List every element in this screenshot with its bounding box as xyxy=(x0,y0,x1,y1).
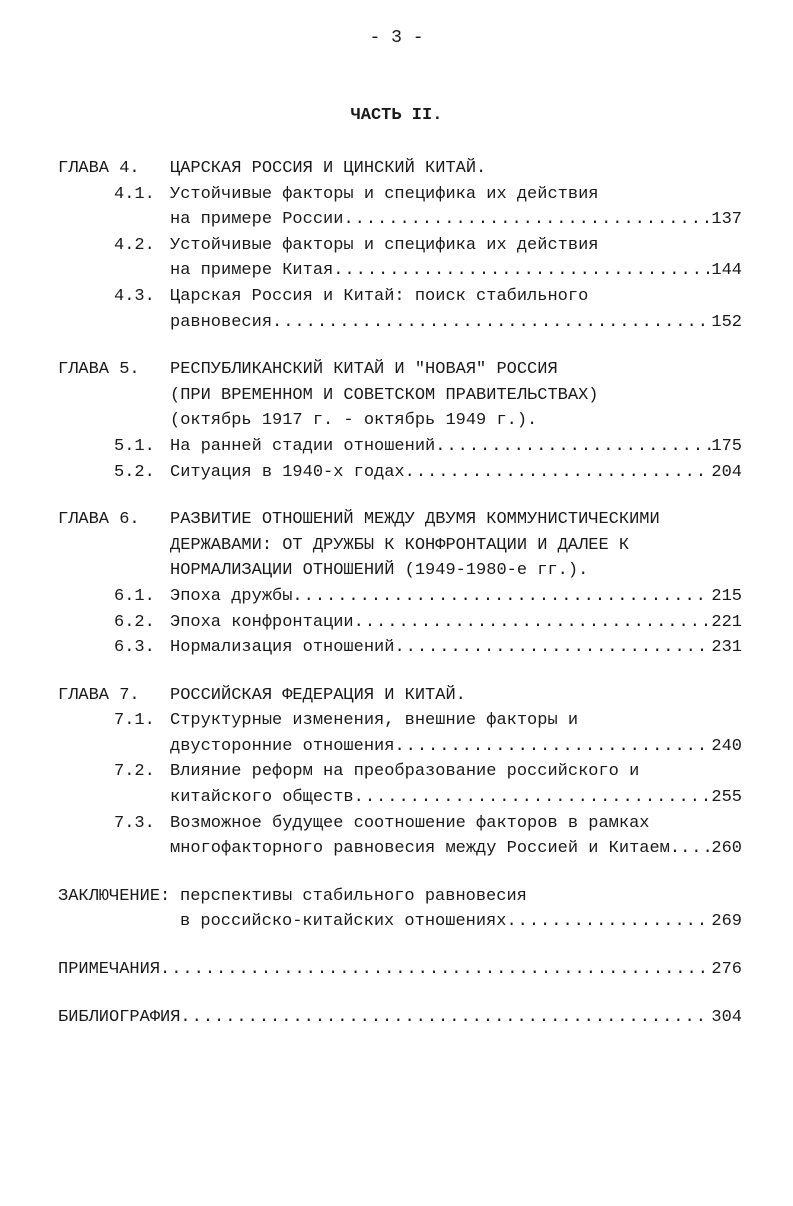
toc-entry-4-1[interactable] xyxy=(58,182,742,208)
conclusion-title: перспективы стабильного равновесия xyxy=(180,886,527,906)
section-number: 4.2. xyxy=(114,235,155,255)
section-title: Устойчивые факторы и специфика их действия xyxy=(170,235,599,255)
part-title: ЧАСТЬ II. xyxy=(350,106,443,125)
chapter-title: ЦАРСКАЯ РОССИЯ И ЦИНСКИЙ КИТАЙ. xyxy=(170,159,487,178)
chapter-title: РОССИЙСКАЯ ФЕДЕРАЦИЯ И КИТАЙ. xyxy=(170,685,466,705)
section-number: 5.1. xyxy=(114,436,155,456)
page-ref: 276 xyxy=(711,960,742,980)
page-number: - 3 - xyxy=(369,28,424,48)
section-title: Влияние реформ на преобразование российского и xyxy=(170,762,640,782)
dot-leader xyxy=(680,836,711,862)
chapter-label: ГЛАВА 6. xyxy=(58,510,140,530)
dot-leader xyxy=(354,785,712,811)
conclusion-label: ЗАКЛЮЧЕНИЕ: xyxy=(58,886,171,906)
section-title: Структурные изменения, внешние факторы и xyxy=(170,711,579,731)
chapter-6 xyxy=(58,507,742,661)
dot-leader xyxy=(405,460,712,486)
chapter-5 xyxy=(58,357,742,485)
section-title: Царская Россия и Китай: поиск стабильного xyxy=(170,286,589,306)
section-title-cont: двусторонние отношения xyxy=(170,736,395,756)
section-number: 7.1. xyxy=(114,711,155,731)
section-title-cont: равновесия xyxy=(170,312,273,332)
chapter-title: РАЗВИТИЕ ОТНОШЕНИЙ МЕЖДУ ДВУМЯ КОММУНИСТИЧЕСКИМИ xyxy=(170,510,660,530)
dot-leader xyxy=(160,957,711,983)
toc-entry-7-3[interactable] xyxy=(58,811,742,837)
dot-leader xyxy=(333,258,711,284)
notes-entry[interactable] xyxy=(58,957,742,983)
page-ref: 215 xyxy=(711,586,742,606)
section-title-cont: на примере Китая xyxy=(170,261,334,281)
dot-leader xyxy=(180,1005,711,1031)
section-title-cont: на примере России xyxy=(170,210,344,230)
page-ref: 255 xyxy=(711,788,742,808)
notes-label: ПРИМЕЧАНИЯ xyxy=(58,960,161,980)
bibliography-label: БИБЛИОГРАФИЯ xyxy=(58,1007,181,1027)
toc-entry-7-1[interactable] xyxy=(58,708,742,734)
dot-leader xyxy=(506,909,711,935)
dot-leader xyxy=(394,635,711,661)
chapter-title-cont: (октябрь 1917 г. - октябрь 1949 г.). xyxy=(170,411,538,431)
section-title: Ситуация в 1940-х годах xyxy=(170,462,405,482)
page-ref: 152 xyxy=(711,312,742,332)
section-number: 7.3. xyxy=(114,813,155,833)
section-title: Возможное будущее соотношение факторов в рамках xyxy=(170,813,650,833)
conclusion-title-cont: в российско-китайских отношениях xyxy=(180,912,507,932)
bibliography-entry[interactable] xyxy=(58,1005,742,1031)
section-title-cont: многофакторного равновесия между Россией и Китаем. xyxy=(170,839,681,859)
toc-entry-7-2[interactable] xyxy=(58,759,742,785)
chapter-7 xyxy=(58,683,742,862)
page-ref: 137 xyxy=(711,210,742,230)
toc-entry-6-3[interactable] xyxy=(58,635,742,661)
page-ref: 204 xyxy=(711,462,742,482)
page-ref: 221 xyxy=(711,612,742,632)
section-number: 6.1. xyxy=(114,586,155,606)
chapter-label: ГЛАВА 4. xyxy=(58,159,140,178)
page-ref: 144 xyxy=(711,261,742,281)
page-ref: 304 xyxy=(711,1007,742,1027)
section-number: 7.2. xyxy=(114,762,155,782)
chapter-label: ГЛАВА 7. xyxy=(58,685,140,705)
section-title: Эпоха конфронтации xyxy=(170,612,354,632)
dot-leader xyxy=(435,434,711,460)
section-title: Устойчивые факторы и специфика их действия xyxy=(170,184,599,204)
chapter-title-cont: (ПРИ ВРЕМЕННОМ И СОВЕТСКОМ ПРАВИТЕЛЬСТВАХ) xyxy=(170,385,599,405)
chapter-4 xyxy=(58,156,742,335)
dot-leader xyxy=(343,207,711,233)
dot-leader xyxy=(272,310,711,336)
section-title: Эпоха дружбы xyxy=(170,586,293,606)
section-title-cont: китайского обществ xyxy=(170,788,354,808)
dot-leader xyxy=(292,584,711,610)
toc-entry-5-1[interactable] xyxy=(58,434,742,460)
toc-entry-6-1[interactable] xyxy=(58,584,742,610)
dot-leader xyxy=(394,734,711,760)
table-of-contents xyxy=(58,156,742,1052)
section-number: 4.3. xyxy=(114,286,155,306)
section-number: 4.1. xyxy=(114,184,155,204)
chapter-title-cont: НОРМАЛИЗАЦИИ ОТНОШЕНИЙ (1949-1980-е гг.). xyxy=(170,561,589,581)
page-ref: 175 xyxy=(711,436,742,456)
page-ref: 240 xyxy=(711,736,742,756)
page-ref: 231 xyxy=(711,638,742,658)
conclusion-entry[interactable] xyxy=(58,884,742,935)
toc-entry-6-2[interactable] xyxy=(58,610,742,636)
toc-entry-5-2[interactable] xyxy=(58,460,742,486)
toc-entry-4-2[interactable] xyxy=(58,233,742,259)
chapter-title-cont: ДЕРЖАВАМИ: ОТ ДРУЖБЫ К КОНФРОНТАЦИИ И ДАЛЕЕ К xyxy=(170,535,630,555)
toc-entry-4-3[interactable] xyxy=(58,284,742,310)
chapter-title: РЕСПУБЛИКАНСКИЙ КИТАЙ И "НОВАЯ" РОССИЯ xyxy=(170,360,558,380)
page-ref: 269 xyxy=(711,912,742,932)
section-number: 6.3. xyxy=(114,638,155,658)
section-number: 6.2. xyxy=(114,612,155,632)
chapter-label: ГЛАВА 5. xyxy=(58,360,140,380)
section-title: На ранней стадии отношений xyxy=(170,436,436,456)
section-number: 5.2. xyxy=(114,462,155,482)
section-title: Нормализация отношений xyxy=(170,638,395,658)
page-ref: 260 xyxy=(711,839,742,859)
dot-leader xyxy=(354,610,712,636)
